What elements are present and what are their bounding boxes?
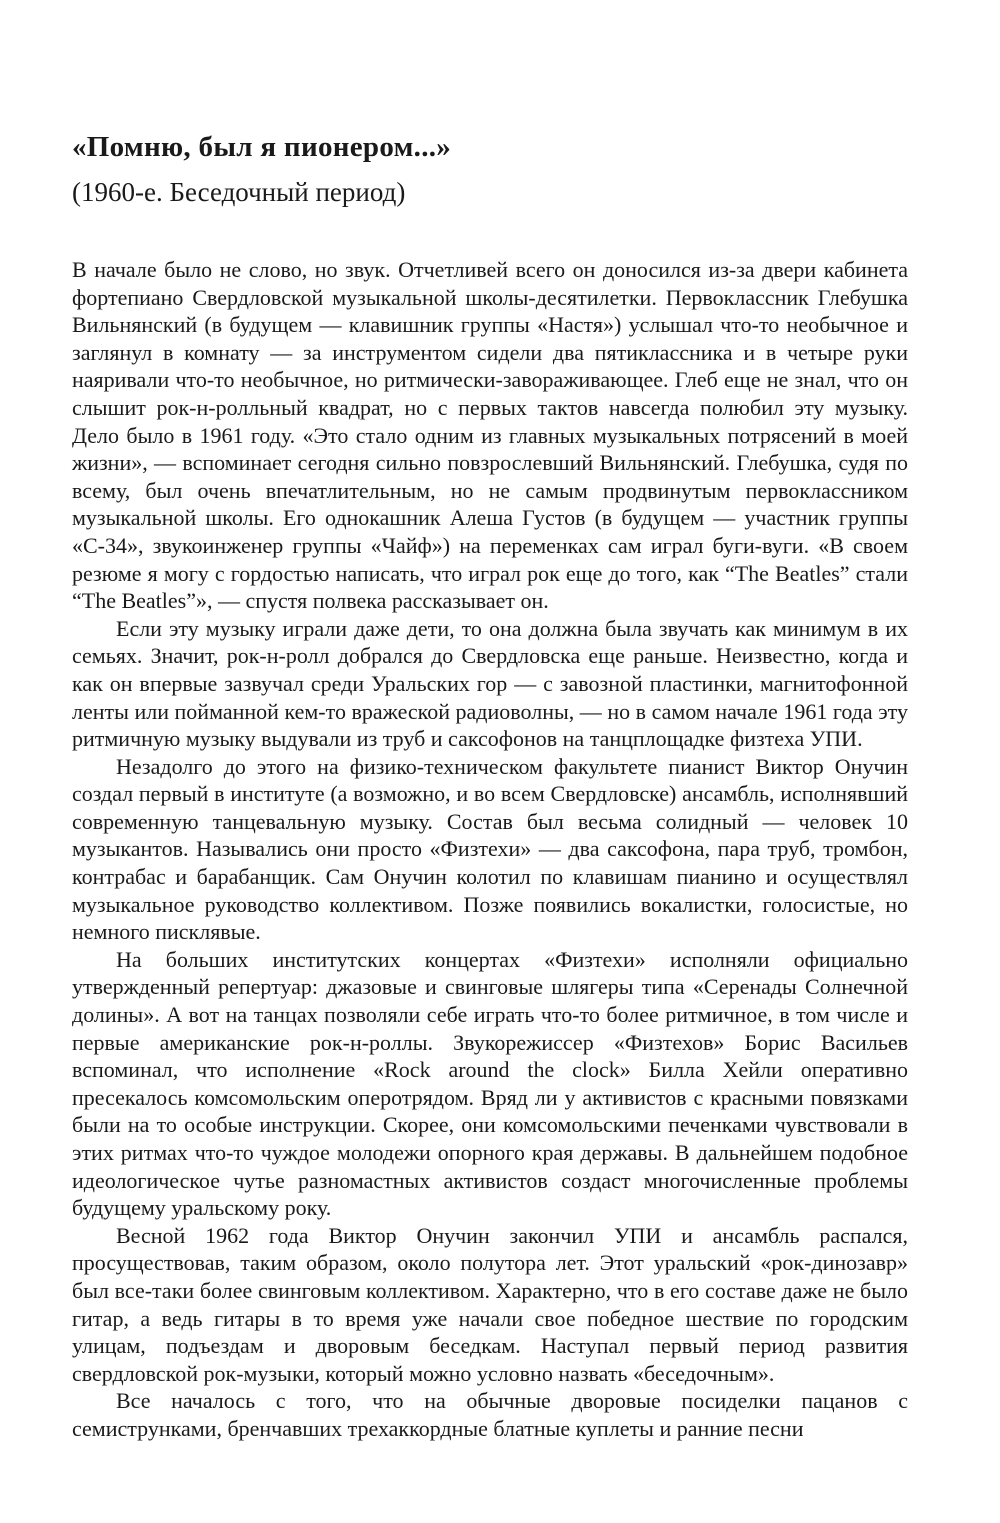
body-text xyxy=(72,256,908,1443)
book-page xyxy=(72,128,908,1443)
paragraph: Если эту музыку играли даже дети, то она должна была звучать как минимум в их семьях. Значит, рок-н-ролл добрался до Свердловска еще раньше. Неизвестно, когда и как он впервые зазвучал среди Уральских гор — с завозной пластинки, магнитофонной ленты или пойманной кем-то вражеской радиоволны, — но в самом начале 1961 года эту ритмичную музыку выдували из труб и саксофонов на танцплощадке физтеха УПИ. xyxy=(72,615,908,752)
paragraph: Все началось с того, что на обычные дворовые посиделки пацанов с семиструнками, бренчавших трехаккордные блатные куплеты и ранние песни xyxy=(72,1388,908,1441)
paragraph: Незадолго до этого на физико-техническом факультете пианист Виктор Онучин создал первый в институте (а возможно, и во всем Свердловске) ансамбль, исполнявший современную танцевальную музыку. Состав был весьма солидный — человек 10 музыкантов. Назывались они просто «Физтехи» — два саксофона, пара труб, тромбон, контрабас и барабанщик. Сам Онучин колотил по клавишам пианино и осуществлял музыкальное руководство коллективом. Позже появились вокалистки, голосистые, но немного писклявые. xyxy=(72,753,908,945)
paragraph: На больших институтских концертах «Физтехи» исполняли официально утвержденный репертуар: джазовые и свинговые шлягеры типа «Серенады Солнечной долины». А вот на танцах позволяли себе играть что-то более ритмичное, в том числе и первые американские рок-н-роллы. Звукорежиссер «Физтехов» Борис Васильев вспоминал, что исполнение «Rock around the clock» Билла Хейли оперативно пресекалось комсомольским оперотрядом. Вряд ли у активистов с красными повязками были на то особые инструкции. Скорее, они комсомольскими печенками чувствовали в этих ритмах что-то чуждое молодежи опорного края державы. В дальнейшем подобное идеологическое чутье разномастных активистов создаст многочисленные проблемы будущему уральскому року. xyxy=(72,946,908,1221)
chapter-title: «Помню, был я пионером...» xyxy=(72,131,452,163)
chapter-subtitle: (1960-е. Беседочный период) xyxy=(72,177,406,207)
paragraph: Весной 1962 года Виктор Онучин закончил УПИ и ансамбль распался, просуществовав, таким образом, около полутора лет. Этот уральский «рок-динозавр» был все-таки более свинговым коллективом. Характерно, что в его составе даже не было гитар, а ведь гитары в то время уже начали свое победное шествие по городским улицам, подъездам и дворовым беседкам. Наступал первый период развития свердловской рок-музыки, который можно условно назвать «беседочным». xyxy=(72,1222,908,1386)
paragraph: В начале было не слово, но звук. Отчетливей всего он доносился из-за двери кабинета фортепиано Свердловской музыкальной школы-десятилетки. Первоклассник Глебушка Вильнянский (в будущем — клавишник группы «Настя») услышал что-то необычное и заглянул в комнату — за инструментом сидели два пятиклассника и в четыре руки наяривали что-то необычное, но ритмически-завораживающее. Глеб еще не знал, что он слышит рок-н-ролльный квадрат, но с первых тактов навсегда полюбил эту музыку. Дело было в 1961 году. «Это стало одним из главных музыкальных потрясений в моей жизни», — вспоминает сегодня сильно повзрослевший Вильнянский. Глебушка, судя по всему, был очень впечатлительным, но не самым продвинутым первоклассником музыкальной школы. Его однокашник Алеша Густов (в будущем — участник группы «С-34», звукоинженер группы «Чайф») на переменках сам играл буги-вуги. «В своем резюме я могу с гордостью написать, что играл рок еще до того, как “The Beatles” стали “The Beatles”», — спустя полвека рассказывает он. xyxy=(72,257,908,614)
